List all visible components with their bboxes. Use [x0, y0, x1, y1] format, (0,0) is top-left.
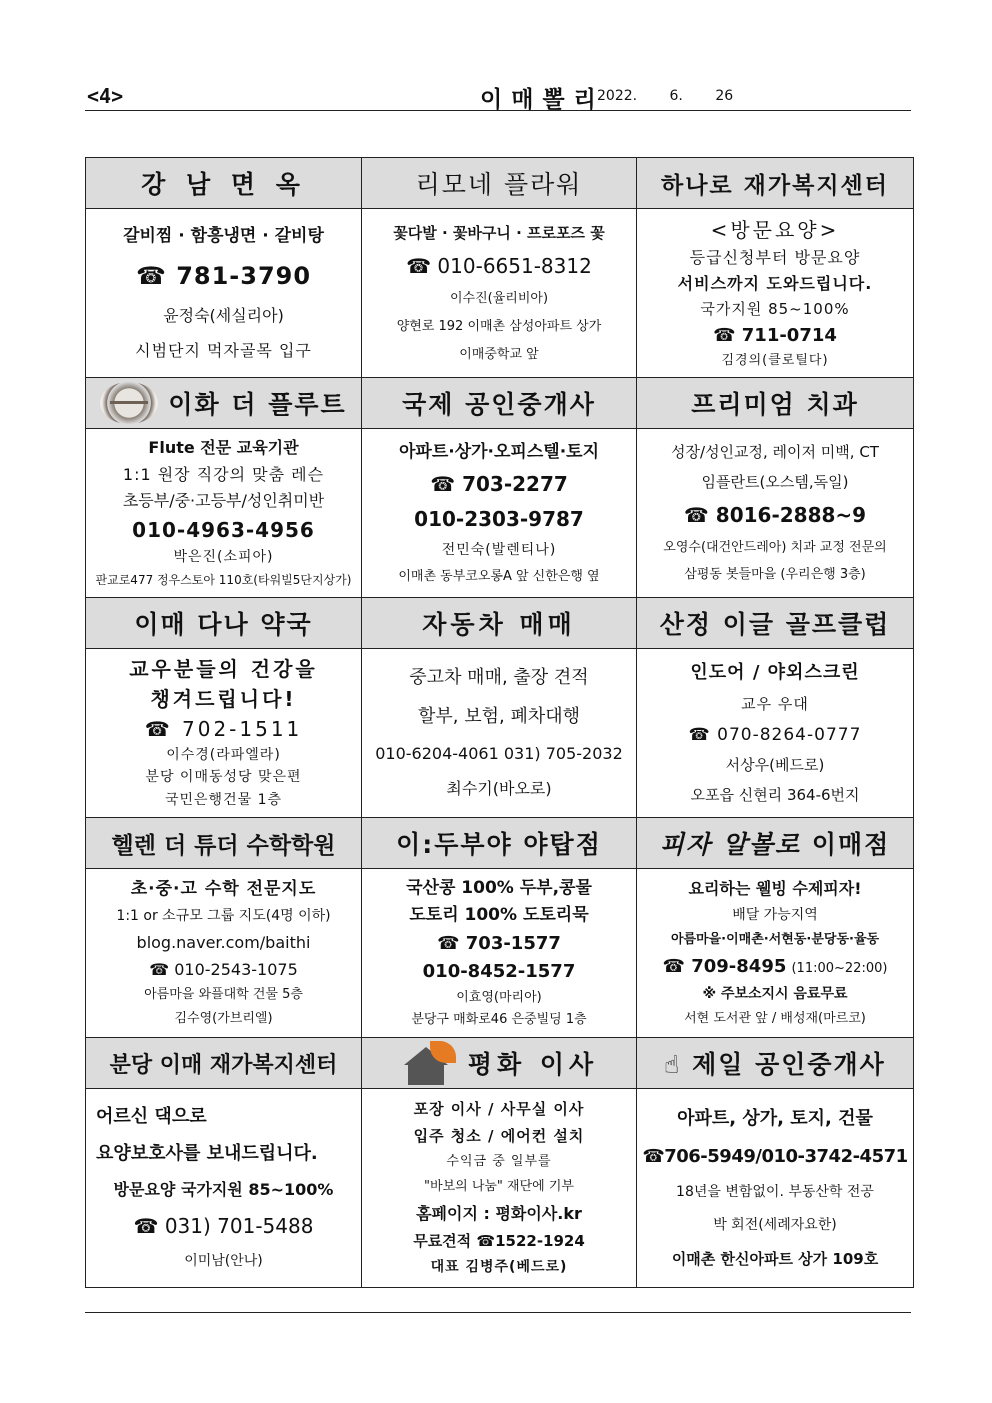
ad-body-ewha-flute: Flute 전문 교육기관 1:1 원장 직강의 맞춤 레슨 초등부/중·고등부/성인취미반 010-4963-4956 박은진(소피아) 판교로477 정우스토아 110호(타워빌5단지상가): [86, 429, 362, 598]
page-number: <4>: [87, 84, 124, 108]
ad-body-pyeonghwa-moving: 포장 이사 / 사무실 이사 입주 청소 / 에어컨 설치 수익금 중 일부를 "바보의 나눔" 재단에 기부 홈페이지 : 평화이사.kr 무료견적 ☎1522-1924 대표 김병주(베드로): [362, 1089, 637, 1288]
ad-body-hanaro: <방문요양> 등급신청부터 방문요양 서비스까지 도와드립니다. 국가지원 85~100% ☎ 711-0714 김경의(클로틸다): [637, 209, 914, 378]
ad-body-bundang-welfare: 어르신 댁으로 요양보호사를 보내드립니다. 방문요양 국가지원 85~100% ☎ 031) 701-5488 이미남(안나): [86, 1089, 362, 1288]
ad-title-hanaro: 하나로 재가복지센터: [637, 158, 914, 209]
ad-title-car-trade: 자동차 매매: [362, 598, 637, 649]
ad-body-limone: 꽃다발 · 꽃바구니 · 프로포즈 꽃 ☎ 010-6651-8312 이수진(율리비아) 양현로 192 이매촌 삼성아파트 상가 이매중학교 앞: [362, 209, 637, 378]
ad-body-golf: 인도어 / 야외스크린 교우 우대 ☎ 070-8264-0777 서상우(베드로) 오포읍 신현리 364-6번지: [637, 649, 914, 818]
house-logo-icon: [400, 1041, 458, 1085]
ad-title-pizza-alvolo: 피자 알볼로 이매점: [637, 818, 914, 869]
ad-body-idubuya: 국산콩 100% 두부,콩물 도토리 100% 도토리묵 ☎ 703-1577 010-8452-1577 이효영(마리아) 분당구 매화로46 은중빌딩 1층: [362, 869, 637, 1038]
ad-title-limone: 리모네 플라워: [362, 158, 637, 209]
ad-body-pizza-alvolo: 요리하는 웰빙 수제피자! 배달 가능지역 아름마을·이매촌·서현동·분당동·율동 ☎ 709-8495 (11:00~22:00) ※ 주보소지시 음료무료 서현 도서관 앞 / 배성재(마르코): [637, 869, 914, 1038]
ad-body-helen-math: 초·중·고 수학 전문지도 1:1 or 소규모 그룹 지도(4명 이하) blog.naver.com/baithi ☎ 010-2543-1075 아름마을 와플대학 건물 5층 김수영(가브리엘): [86, 869, 362, 1038]
ad-title-gukje: 국제 공인중개사: [362, 378, 637, 429]
ad-body-jeil-realty: 아파트, 상가, 토지, 건물 ☎706-5949/010-3742-4571 18년을 변함없이. 부동산학 전공 박 회전(세례자요한) 이매촌 한신아파트 상가 109호: [637, 1089, 914, 1288]
ad-title-pyeonghwa-moving: 평화 이사: [362, 1038, 637, 1089]
ad-body-premium-dental: 성장/성인교정, 레이저 미백, CT 임플란트(오스템,독일) ☎ 8016-2888~9 오영수(대건안드레아) 치과 교정 전문의 삼평동 봇들마을 (우리은행 3층): [637, 429, 914, 598]
ad-title-premium-dental: 프리미엄 치과: [637, 378, 914, 429]
ad-title-idubuya: 이:두부야 야탑점: [362, 818, 637, 869]
ad-title-helen-math: 헬렌 더 튜더 수학학원: [86, 818, 362, 869]
ad-body-gukje: 아파트·상가·오피스텔·토지 ☎ 703-2277 010-2303-9787 전민숙(발렌티나) 이매촌 동부코오롱A 앞 신한은행 옆: [362, 429, 637, 598]
ad-title-golf: 산정 이글 골프클럽: [637, 598, 914, 649]
ad-title-jeil-realty: ☝ 제일 공인중개사: [637, 1038, 914, 1089]
bulletin-date: 2022. 6. 26: [597, 88, 734, 104]
page-header: [85, 78, 911, 111]
ad-body-car-trade: 중고차 매매, 출장 견적 할부, 보험, 폐차대행 010-6204-4061 031) 705-2032 최수기(바오로): [362, 649, 637, 818]
ad-body-dana-pharmacy: 교우분들의 건강을 챙겨드립니다! ☎ 702-1511 이수경(라파엘라) 분당 이매동성당 맞은편 국민은행건물 1층: [86, 649, 362, 818]
ad-body-gangnam: 갈비찜 · 함흥냉면 · 갈비탕 ☎ 781-3790 윤정숙(세실리아) 시범단지 먹자골목 입구: [86, 209, 362, 378]
ad-title-bundang-welfare: 분당 이매 재가복지센터: [86, 1038, 362, 1089]
ad-title-ewha-flute: 이화 더 플루트: [86, 378, 362, 429]
flute-logo-icon: [100, 382, 158, 424]
ad-title-dana-pharmacy: 이매 다나 약국: [86, 598, 362, 649]
ad-grid: [85, 157, 914, 1288]
bulletin-title: 이매뽈리: [480, 87, 605, 113]
ad-title-gangnam: 강 남 면 옥: [86, 158, 362, 209]
footer-divider: [85, 1312, 911, 1313]
